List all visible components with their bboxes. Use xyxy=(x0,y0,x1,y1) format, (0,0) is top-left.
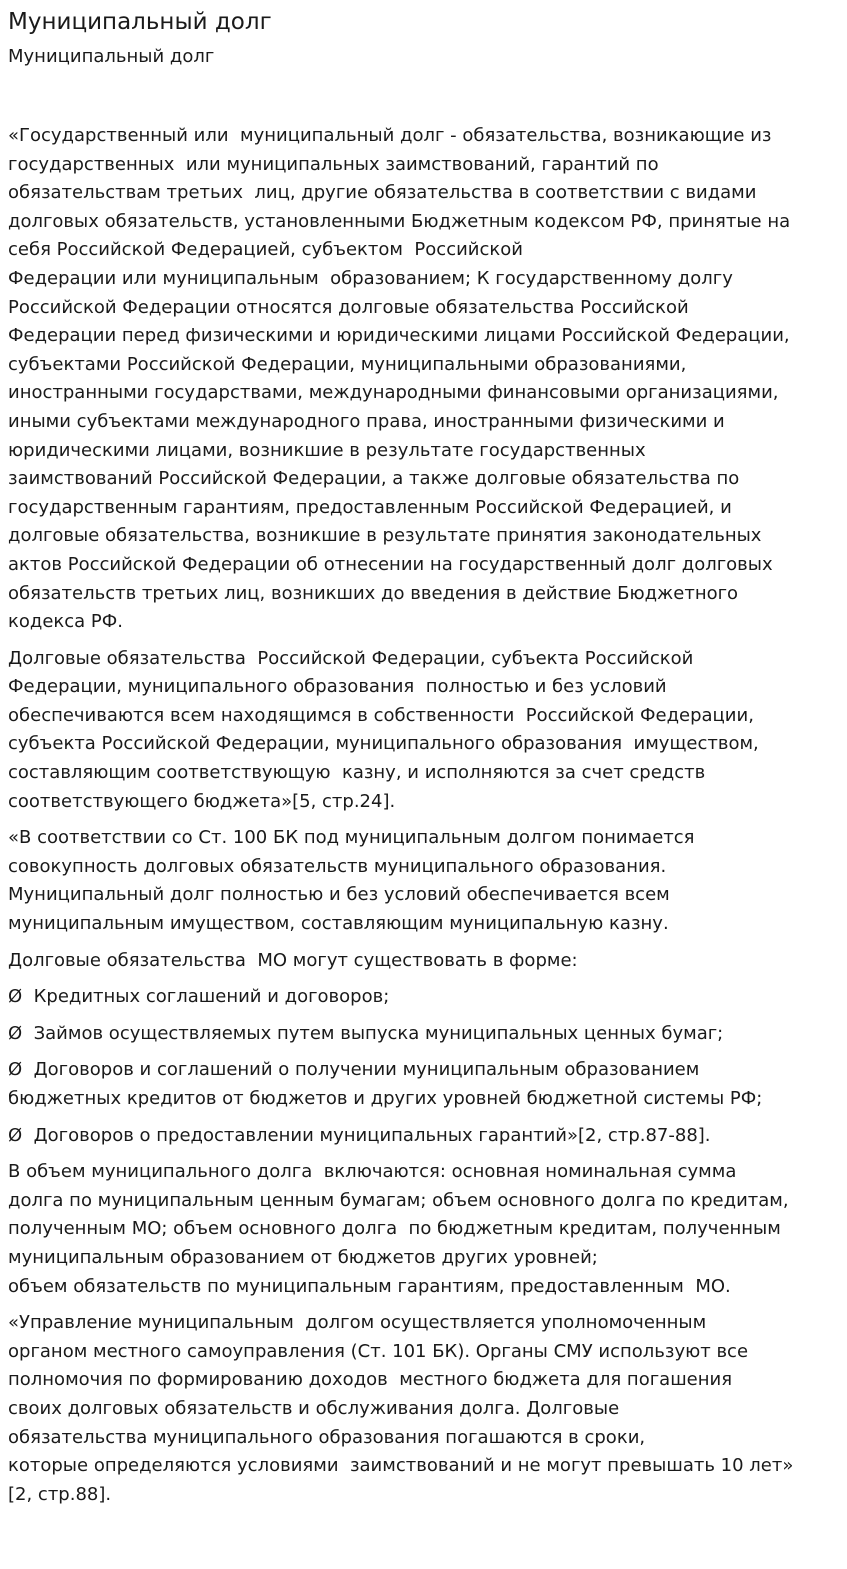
paragraph-line: субъекта Российской Федерации, муниципального образования имуществом, xyxy=(8,733,759,755)
paragraph-line: Ø Договоров и соглашений о получении муниципальным образованием xyxy=(8,1059,700,1081)
paragraph-line: полномочия по формированию доходов местного бюджета для погашения xyxy=(8,1369,733,1391)
paragraph-line: Ø Займов осуществляемых путем выпуска муниципальных ценных бумаг; xyxy=(8,1022,724,1044)
paragraph-line: долга по муниципальным ценным бумагам; объем основного долга по кредитам, xyxy=(8,1189,789,1211)
paragraph-line: соответствующего бюджета»[5, стр.24]. xyxy=(8,790,396,812)
paragraph-line: Ø Кредитных соглашений и договоров; xyxy=(8,986,390,1008)
paragraph-line: обязательства муниципального образования погашаются в сроки, xyxy=(8,1426,646,1448)
paragraph-line: государственных или муниципальных заимствований, гарантий по xyxy=(8,153,659,175)
paragraph-line: Долговые обязательства Российской Федерации, субъекта Российской xyxy=(8,647,694,669)
page-title: Муниципальный долг xyxy=(8,9,272,35)
paragraph-line: муниципальным образованием от бюджетов других уровней; xyxy=(8,1246,598,1268)
paragraph-line: иностранными государствами, международными финансовыми организациями, xyxy=(8,382,779,404)
paragraph-line: заимствований Российской Федерации, а также долговые обязательства по xyxy=(8,468,740,490)
paragraph-line: долговых обязательств, установленными Бюджетным кодексом РФ, принятые на xyxy=(8,210,791,232)
paragraph-line: Долговые обязательства МО могут существовать в форме: xyxy=(8,949,578,971)
paragraph-line: совокупность долговых обязательств муниципального образования. xyxy=(8,855,667,877)
paragraph-line: муниципальным имуществом, составляющим муниципальную казну. xyxy=(8,913,669,935)
paragraph-line: обязательств третьих лиц, возникших до введения в действие Бюджетного xyxy=(8,582,739,604)
paragraph-line: Федерации перед физическими и юридическими лицами Российской Федерации, xyxy=(8,325,790,347)
article-paragraph xyxy=(8,1056,839,1113)
article-paragraph xyxy=(8,983,839,1012)
paragraph-line: «Государственный или муниципальный долг - обязательства, возникающие из xyxy=(8,125,772,146)
paragraph-line: субъектами Российской Федерации, муниципальными образованиями, xyxy=(8,353,687,375)
paragraph-line: долговые обязательства, возникшие в результате принятия законодательных xyxy=(8,525,762,547)
paragraph-line: Муниципальный долг полностью и без условий обеспечивается всем xyxy=(8,884,670,906)
paragraph-line: обязательствам третьих лиц, другие обязательства в соответствии с видами xyxy=(8,182,757,204)
paragraph-line: которые определяются условиями заимствований и не могут превышать 10 лет» xyxy=(8,1455,794,1477)
paragraph-line: «В соответствии со Ст. 100 БК под муниципальным долгом понимается xyxy=(8,827,695,849)
paragraph-line: органом местного самоуправления (Ст. 101 БК). Органы СМУ используют все xyxy=(8,1340,749,1362)
paragraph-line: своих долговых обязательств и обслуживания долга. Долговые xyxy=(8,1397,620,1419)
paragraph-line: Федерации или муниципальным образованием; К государственному долгу xyxy=(8,267,733,289)
paragraph-line: юридическими лицами, возникшие в результате государственных xyxy=(8,439,646,461)
article-paragraph xyxy=(8,947,839,976)
paragraph-line: бюджетных кредитов от бюджетов и других уровней бюджетной системы РФ; xyxy=(8,1088,763,1109)
paragraph-line: «Управление муниципальным долгом осуществляется уполномоченным xyxy=(8,1312,707,1334)
article-body xyxy=(8,122,839,1509)
paragraph-line: В объем муниципального долга включаются: основная номинальная сумма xyxy=(8,1161,737,1183)
paragraph-line: объем обязательств по муниципальным гарантиям, предоставленным МО. xyxy=(8,1275,731,1297)
paragraph-line: государственным гарантиям, предоставленным Российской Федерацией, и xyxy=(8,496,732,518)
paragraph-line: Ø Договоров о предоставлении муниципальных гарантий»[2, стр.87-88]. xyxy=(8,1124,711,1146)
paragraph-line: обеспечиваются всем находящимся в собственности Российской Федерации, xyxy=(8,704,754,726)
article-paragraph xyxy=(8,122,839,637)
paragraph-line: полученным МО; объем основного долга по бюджетным кредитам, полученным xyxy=(8,1218,781,1240)
paragraph-line: себя Российской Федерацией, субъектом Российской xyxy=(8,239,523,261)
paragraph-line: составляющим соответствующую казну, и исполняются за счет средств xyxy=(8,762,706,784)
paragraph-line: Федерации, муниципального образования полностью и без условий xyxy=(8,676,667,698)
article-paragraph xyxy=(8,824,839,938)
paragraph-line: актов Российской Федерации об отнесении на государственный долг долговых xyxy=(8,553,773,575)
paragraph-line: кодекса РФ. xyxy=(8,611,123,633)
paragraph-line: иными субъектами международного права, иностранными физическими и xyxy=(8,410,725,432)
article-paragraph xyxy=(8,1158,839,1301)
paragraph-line: [2, стр.88]. xyxy=(8,1483,112,1505)
article-paragraph xyxy=(8,1020,839,1049)
article-paragraph xyxy=(8,645,839,817)
page-subtitle: Муниципальный долг xyxy=(8,46,215,67)
article-paragraph xyxy=(8,1309,839,1509)
paragraph-line: Российской Федерации относятся долговые обязательства Российской xyxy=(8,296,689,318)
article-paragraph xyxy=(8,1122,839,1151)
